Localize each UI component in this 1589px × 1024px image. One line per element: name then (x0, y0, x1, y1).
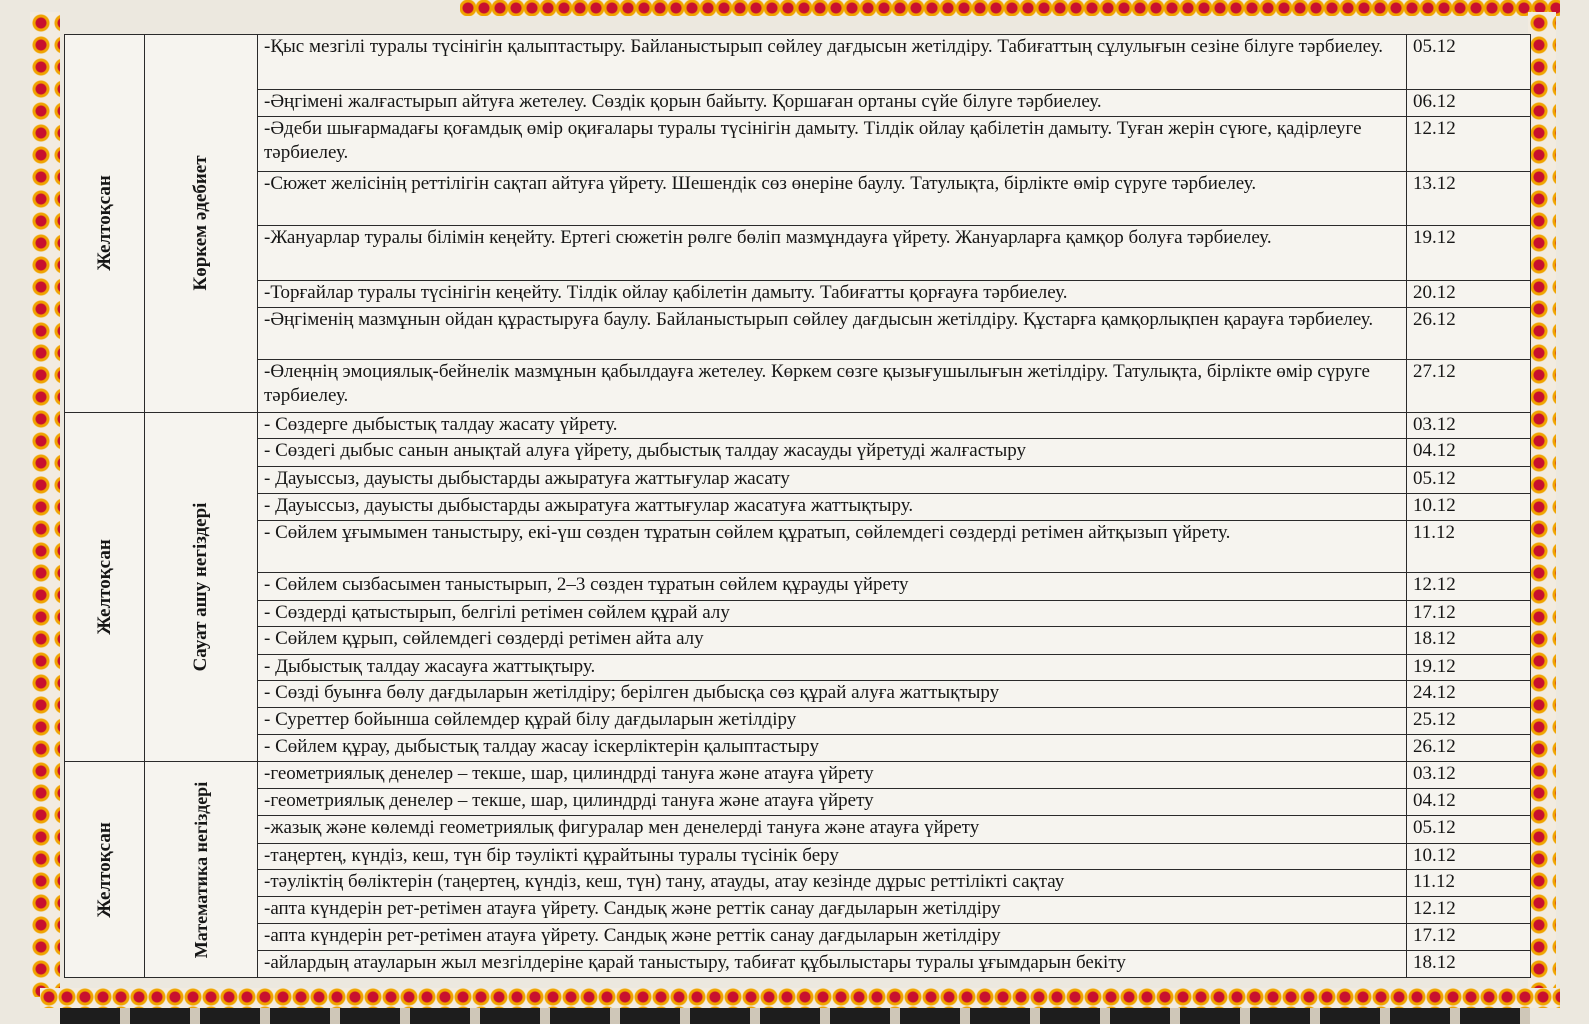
topic-cell: -геометриялық денелер – текше, шар, цилиндрді тануға және атауға үйрету (258, 762, 1407, 788)
topic-cell: -Жануарлар туралы білімін кеңейту. Ертегі сюжетін рөлге бөліп мазмұндауға үйрету. Жануарларға қамқор болуға тәрбиелеу. (258, 225, 1407, 280)
date-cell: 18.12 (1407, 951, 1531, 978)
month-cell: Желтоқсан (65, 762, 145, 978)
topic-cell: -Әдеби шығармадағы қоғамдық өмір оқиғалары туралы түсінігін дамыту. Тілдік ойлау қабілетін дамыту. Туған жерін сүюге, қадірлеуге тәрбиелеу. (258, 117, 1407, 172)
date-cell: 05.12 (1407, 816, 1531, 843)
topic-cell: -тәуліктің бөліктерін (таңертең, күндіз, кеш, түн) тану, атауды, атау кезінде дұрыс реттілікті сақтау (258, 869, 1407, 896)
table-row (65, 897, 1531, 923)
subject-cell: Көркем әдебиет (145, 35, 258, 413)
table-row (65, 869, 1531, 896)
table-row (65, 89, 1531, 116)
topic-cell: -апта күндерін рет-ретімен атауға үйрету. Сандық және реттік санау дағдыларын жетілдіру (258, 897, 1407, 923)
bottom-edge-strip (60, 1008, 1530, 1024)
ornament-border-top (460, 0, 1560, 16)
table-row (65, 35, 1531, 90)
date-cell: 12.12 (1407, 897, 1531, 923)
date-cell: 05.12 (1407, 35, 1531, 90)
table-row (65, 600, 1531, 626)
table-row (65, 816, 1531, 843)
document-page (64, 34, 1530, 978)
subject-cell: Сауат ашу негіздері (145, 412, 258, 761)
topic-cell: -Торғайлар туралы түсінігін кеңейту. Тілдік ойлау қабілетін дамыту. Табиғатты қорғауға тәрбиелеу. (258, 280, 1407, 307)
table-row (65, 280, 1531, 307)
date-cell: 10.12 (1407, 494, 1531, 520)
topic-cell: - Сөздегі дыбыс санын анықтай алуға үйрету, дыбыстық талдау жасауды үйретуді жалғастыру (258, 439, 1407, 466)
table-row (65, 788, 1531, 815)
topic-cell: -Әңгімені жалғастырып айтуға жетелеу. Сөздік қорын байыту. Қоршаған ортаны сүйе білуге тәрбиелеу. (258, 89, 1407, 116)
topic-cell: -Әңгіменің мазмұнын ойдан құрастыруға баулу. Байланыстырып сөйлеу дағдысын жетілдіру. Құстарға қамқорлықпен қарауға тәрбиелеу. (258, 308, 1407, 360)
date-cell: 27.12 (1407, 360, 1531, 413)
date-cell: 11.12 (1407, 869, 1531, 896)
table-row (65, 225, 1531, 280)
topic-cell: - Сөздерді қатыстырып, белгілі ретімен сөйлем құрай алу (258, 600, 1407, 626)
table-row (65, 520, 1531, 573)
date-cell: 19.12 (1407, 225, 1531, 280)
topic-cell: - Сөйлем құрып, сөйлемдегі сөздерді ретімен айта алу (258, 627, 1407, 654)
date-cell: 25.12 (1407, 708, 1531, 734)
date-cell: 19.12 (1407, 654, 1531, 680)
date-cell: 18.12 (1407, 627, 1531, 654)
date-cell: 26.12 (1407, 308, 1531, 360)
topic-cell: - Суреттер бойынша сөйлемдер құрай білу дағдыларын жетілдіру (258, 708, 1407, 734)
date-cell: 12.12 (1407, 117, 1531, 172)
topic-cell: - Сөйлем сызбасымен таныстырып, 2–3 сөзден тұратын сөйлем құрауды үйрету (258, 573, 1407, 600)
table-row (65, 360, 1531, 413)
date-cell: 26.12 (1407, 734, 1531, 761)
month-cell: Желтоқсан (65, 35, 145, 413)
topic-cell: - Дыбыстық талдау жасауға жаттықтыру. (258, 654, 1407, 680)
topic-cell: -Қыс мезгілі туралы түсінігін қалыптастыру. Байланыстырып сөйлеу дағдысын жетілдіру. Табиғаттың сұлулығын сезіне білуге тәрбиелеу. (258, 35, 1407, 90)
ornament-border-left (30, 12, 60, 997)
table-row (65, 172, 1531, 226)
topic-cell: -геометриялық денелер – текше, шар, цилиндрді тануға және атауға үйрету (258, 788, 1407, 815)
table-row (65, 466, 1531, 493)
topic-cell: - Сөзді буынға бөлу дағдыларын жетілдіру; берілген дыбысқа сөз құрай алуға жаттықтыру (258, 681, 1407, 708)
table-row (65, 573, 1531, 600)
table-row (65, 654, 1531, 680)
month-cell: Желтоқсан (65, 412, 145, 761)
date-cell: 13.12 (1407, 172, 1531, 226)
table-row (65, 627, 1531, 654)
topic-cell: -Өлеңнің эмоциялық-бейнелік мазмұнын қабылдауға жетелеу. Көркем сөзге қызығушылығын жетілдіру. Татулықта, бірлікте өмір сүруге тәрбиелеу. (258, 360, 1407, 413)
ornament-border-bottom (40, 988, 1560, 1008)
topic-cell: -таңертең, күндіз, кеш, түн бір тәулікті құрайтыны туралы түсінік беру (258, 843, 1407, 869)
date-cell: 04.12 (1407, 439, 1531, 466)
date-cell: 20.12 (1407, 280, 1531, 307)
topic-cell: - Дауыссыз, дауысты дыбыстарды ажыратуға жаттығулар жасату (258, 466, 1407, 493)
date-cell: 11.12 (1407, 520, 1531, 573)
table-row (65, 923, 1531, 950)
table-row (65, 439, 1531, 466)
topic-cell: -апта күндерін рет-ретімен атауға үйрету. Сандық және реттік санау дағдыларын жетілдіру (258, 923, 1407, 950)
date-cell: 24.12 (1407, 681, 1531, 708)
topic-cell: -жазық және көлемді геометриялық фигуралар мен денелерді тануға және атауға үйрету (258, 816, 1407, 843)
table-row (65, 708, 1531, 734)
table-row (65, 308, 1531, 360)
table-row (65, 951, 1531, 978)
subject-cell: Математика негіздері (145, 762, 258, 978)
table-row (65, 843, 1531, 869)
topic-cell: - Сөйлем құрау, дыбыстық талдау жасау іскерліктерін қалыптастыру (258, 734, 1407, 761)
topic-cell: - Сөйлем ұғымымен таныстыру, екі-үш сөзден тұратын сөйлем құратып, сөйлемдегі сөздерді ретімен айтқызып үйрету. (258, 520, 1407, 573)
date-cell: 06.12 (1407, 89, 1531, 116)
date-cell: 03.12 (1407, 412, 1531, 438)
date-cell: 17.12 (1407, 923, 1531, 950)
table-row (65, 681, 1531, 708)
date-cell: 12.12 (1407, 573, 1531, 600)
date-cell: 04.12 (1407, 788, 1531, 815)
table-row (65, 734, 1531, 761)
topic-cell: - Дауыссыз, дауысты дыбыстарды ажыратуға жаттығулар жасатуға жаттықтыру. (258, 494, 1407, 520)
topic-cell: -Сюжет желісінің реттілігін сақтап айтуға үйрету. Шешендік сөз өнеріне баулу. Татулықта, бірлікте өмір сүруге тәрбиелеу. (258, 172, 1407, 226)
table-row (65, 117, 1531, 172)
table-row (65, 494, 1531, 520)
lesson-plan-table (64, 34, 1531, 978)
ornament-border-right (1528, 12, 1556, 997)
date-cell: 10.12 (1407, 843, 1531, 869)
date-cell: 05.12 (1407, 466, 1531, 493)
topic-cell: -айлардың атауларын жыл мезгілдеріне қарай таныстыру, табиғат құбылыстары туралы ұғымдарын бекіту (258, 951, 1407, 978)
topic-cell: - Сөздерге дыбыстық талдау жасату үйрету. (258, 412, 1407, 438)
date-cell: 17.12 (1407, 600, 1531, 626)
table-row (65, 412, 1531, 438)
table-row (65, 762, 1531, 788)
date-cell: 03.12 (1407, 762, 1531, 788)
